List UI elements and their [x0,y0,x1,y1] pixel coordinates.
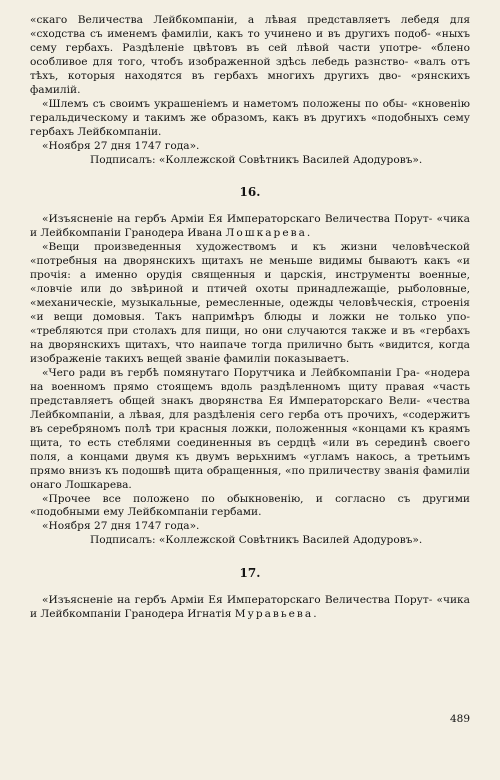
paragraph-objects: «Вещи произведенныя художествомъ и къ жизни человѣческой «потребныя на дворянскихъ щитахъ не меньше видимы бываютъ какъ «и прочія: а именно орудія священныя и царскія, инструменты военные, «ловчіе или до звѣриной и птичей охоты принадлежащіе, рыболовные, «механическіе, музыкальные, ремесленные, одежды человѣческія, строенія «и вещи домовыя. Такъ напримѣръ блюды и ложки не только упо- «требляются при столахъ для пищи, но они случаются также и въ «гербахъ на дворянскихъ щитахъ, что наипаче тогда прилично быть «видится, когда изображеніе такихъ вещей званіе фамиліи показываетъ. [30,241,470,365]
section-number-17: 17. [239,566,261,581]
family-name: Лошкарева [225,227,307,240]
heading-end: . [306,227,311,240]
heading-end: . [313,608,317,621]
paragraph-gerb-description-end: «скаго Величества Лейбкомпаніи, а лѣвая представляетъ лебедя для «сходства съ именемъ фамиліи, какъ то учинено и въ другихъ подоб- «ныхъ сему гербахъ. Раздѣленіе цвѣтовъ въ сей лѣвой части употре- «блено особливое для того, чтобъ изображенной здѣсь лебедь разнство- «валъ отъ тѣхъ, которыя находятся въ гербахъ многихъ другихъ дво- «рянскихъ фамилій. [30,14,470,96]
heading-text: «Изъясненіе на гербъ Арміи Ея Императорскаго Величества Порут- «чика и Лейбкомпаніи Гранодера Ивана [30,213,470,240]
signature-line: Подписалъ: «Коллежской Совѣтникъ Василей Адодуровъ». [90,153,423,166]
date-line: «Ноября 27 дня 1747 года». [42,139,200,152]
family-name: Муравьева [234,608,314,621]
section-16-heading [30,213,470,241]
section-number-16: 16. [239,185,261,200]
paragraph-shield: «Чего ради въ гербѣ помянутаго Порутчика и Лейбкомпаніи Гра- «нодера на военномъ прямо стоящемъ вдоль раздѣленномъ щиту правая «часть представляетъ общей знакъ дворянства Ея Императорскаго Вели- «чества Лейбкомпаніи, а лѣвая, для раздѣленія сего герба отъ прочихъ, «содержитъ въ серебряномъ полѣ три красныя ложки, положенныя «концами къ краямъ щита, то есть стеблями соединенныя въ сердцѣ «или въ серединѣ своего поля, а концами двумя къ двумъ верьхнимъ «угламъ накось, а третьимъ прямо внизъ къ подошвѣ щита обращенныя, «по приличеству званія фамиліи онаго Лошкарева. [30,366,470,491]
page-number: 489 [449,713,470,725]
paragraph-helmet: «Шлемъ съ своимъ украшеніемъ и наметомъ положены по обы- «кновенію геральдическому и такимъ же образомъ, какъ въ другихъ «подобныхъ сему гербахъ Лейбкомпаніи. [30,97,470,138]
paragraph-rest: «Прочее все положено по обыкновенію, и согласно съ другими «подобными ему Лейбкомпаніи гербами. [30,492,470,519]
signature-line: Подписалъ: «Коллежской Совѣтникъ Василей Адодуровъ». [90,534,423,547]
date-line: «Ноября 27 дня 1747 года». [42,520,200,533]
heading-text: «Изъясненіе на гербъ Арміи Ея Императорскаго Величества Порут- «чика и Лейбкомпаніи Гранодера Игнатія [30,594,470,621]
section-17-heading [30,594,470,622]
